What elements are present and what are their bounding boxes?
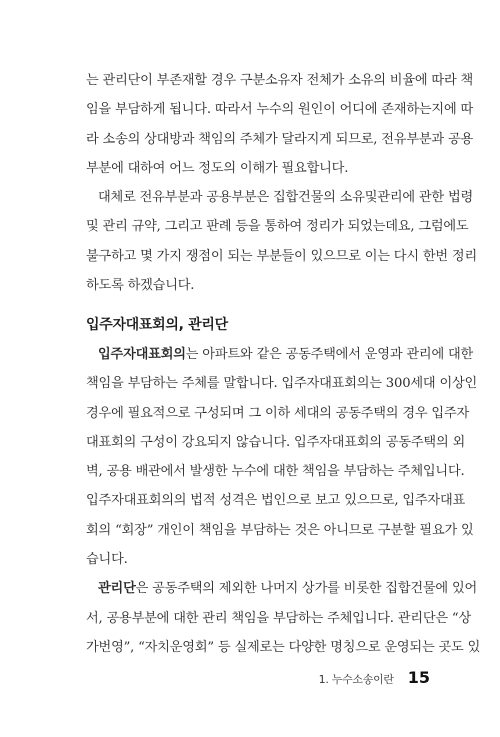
text-line: 벽, 공용 배관에서 발생한 누수에 대한 책임을 부담하는 주체입니다.: [86, 464, 465, 480]
text-line: 회의 “회장” 개인이 책임을 부담하는 것은 아니므로 구분할 필요가 있: [86, 522, 474, 538]
text-span: 은 공동주택의 제외한 나머지 상가를 비롯한 집합건물에 있어: [135, 581, 478, 597]
text-line: 서, 공용부분에 대한 관리 책임을 부담하는 주체입니다. 관리단은 “상: [86, 610, 472, 626]
text-line: 임을 부담하게 됩니다. 따라서 누수의 원인이 어디에 존재하는지에 따: [86, 102, 474, 118]
text-line: 부분에 대하여 어느 정도의 이해가 필요합니다.: [86, 160, 349, 176]
text-line: 책임을 부담하는 주체를 말합니다. 입주자대표회의는 300세대 이상인: [86, 376, 478, 392]
text-line: 습니다.: [86, 552, 128, 568]
text-line: [86, 574, 478, 603]
text-line: 불구하고 몇 가지 쟁점이 되는 부분들이 있으므로 이는 다시 한번 정리: [86, 248, 478, 264]
section-heading: 입주자대표회의, 관리단: [86, 317, 228, 333]
text-line: 가번영”, “자치운영회” 등 실제로는 다양한 명칭으로 운영되는 곳도 있: [86, 639, 481, 655]
chapter-title: 1. 누수소송이란: [318, 673, 394, 686]
text-span: 는 아파트와 같은 공동주택에서 운영과 관리에 대한: [185, 347, 474, 362]
text-line: 입주자대표회의의 법적 성격은 법인으로 보고 있으므로, 입주자대표: [86, 493, 466, 509]
term-bold: 관리단: [98, 581, 136, 597]
text-line: 라 소송의 상대방과 책임의 주체가 달라지게 되므로, 전유부분과 공용: [86, 131, 474, 147]
text-line: 는 관리단이 부존재할 경우 구분소유자 전체가 소유의 비율에 따라 책: [86, 73, 474, 88]
page-footer: [319, 668, 430, 687]
text-line: 및 관리 규약, 그리고 판례 등을 통하여 정리가 되었는데요, 그럼에도: [86, 219, 469, 235]
intro-paragraphs: [86, 66, 478, 300]
text-line: 대표회의 구성이 강요되지 않습니다. 입주자대표회의 공동주택의 외: [86, 434, 466, 450]
term-bold: 입주자대표회의: [98, 347, 186, 362]
text-line: 경우에 필요적으로 구성되며 그 이하 세대의 공동주택의 경우 입주자: [86, 405, 470, 421]
text-line: [86, 340, 474, 369]
text-line: 대체로 전유부분과 공용부분은 집합건물의 소유및관리에 관한 법령: [98, 190, 474, 206]
text-line: 하도록 하겠습니다.: [86, 278, 195, 294]
page-number: 15: [407, 668, 430, 687]
section-paragraphs: [86, 340, 481, 662]
